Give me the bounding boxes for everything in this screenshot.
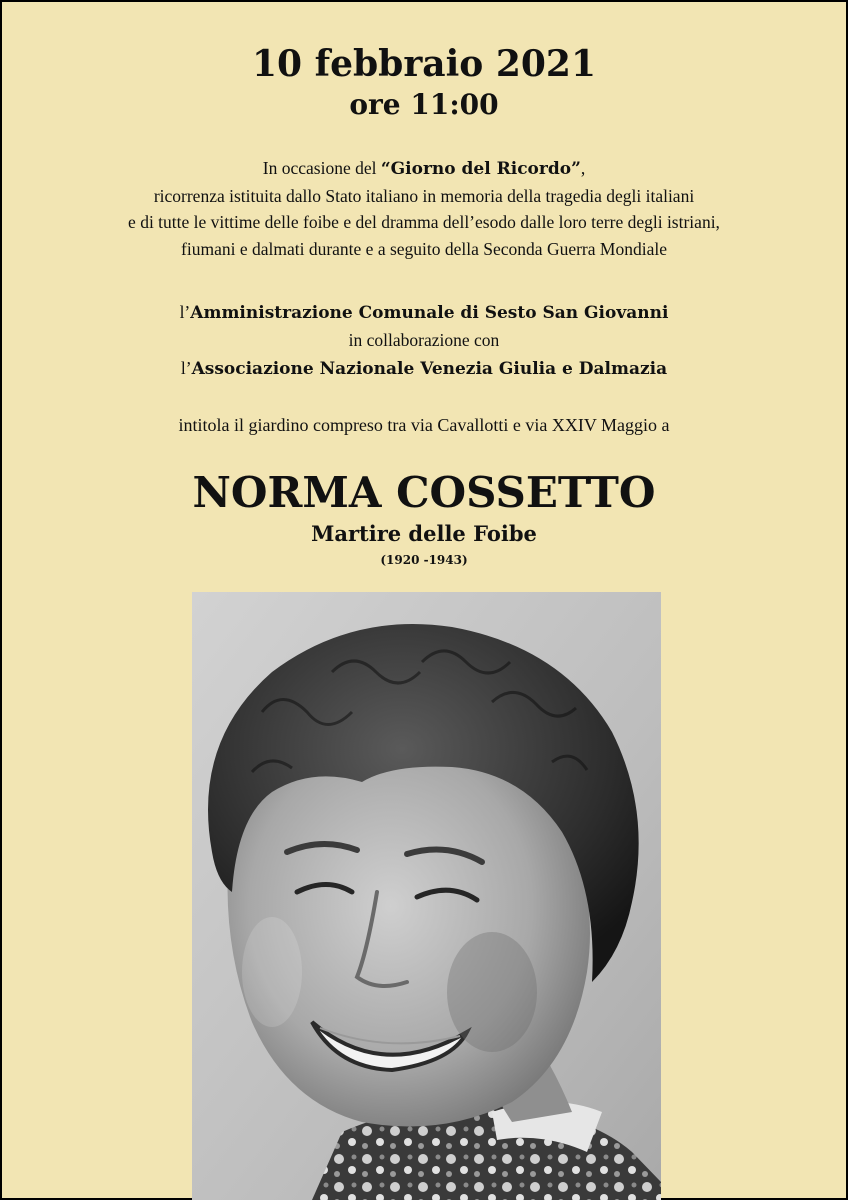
organizer-1-name: Amministrazione Comunale di Sesto San Giovanni	[190, 303, 669, 323]
event-name: “Giorno del Ricordo”	[380, 159, 581, 179]
event-time: ore 11:00	[349, 88, 499, 121]
portrait-illustration	[192, 592, 661, 1200]
organizer-1-prefix: l’	[179, 302, 191, 322]
honoree-years: (1920 -1943)	[380, 553, 468, 567]
intro-prefix: In occasione del	[262, 158, 381, 178]
intro-paragraph	[2, 155, 846, 262]
organizer-2-name: Associazione Nazionale Venezia Giulia e Dalmazia	[191, 359, 668, 379]
collaboration-connector: in collaborazione con	[348, 330, 500, 350]
organizer-2	[2, 354, 846, 383]
event-date: 10 febbraio 2021	[251, 43, 597, 85]
dedication-text: intitola il giardino compreso tra via Cavallotti e via XXIV Maggio a	[178, 415, 670, 435]
honoree-name: NORMA COSSETTO	[192, 468, 656, 517]
portrait-photo	[192, 592, 661, 1200]
organizer-1	[2, 298, 846, 327]
honoree-title: Martire delle Foibe	[311, 521, 537, 546]
organizer-2-prefix: l’	[180, 358, 192, 378]
intro-line-1	[2, 155, 846, 183]
intro-line-2: ricorrenza istituita dallo Stato italiano in memoria della tragedia degli italiani	[153, 185, 695, 206]
intro-line-4: fiumani e dalmati durante e a seguito della Seconda Guerra Mondiale	[181, 238, 667, 259]
intro-suffix: ,	[580, 158, 586, 178]
intro-line-3: e di tutte le vittime delle foibe e del dramma dell’esodo dalle loro terre degli istriani,	[128, 212, 720, 232]
